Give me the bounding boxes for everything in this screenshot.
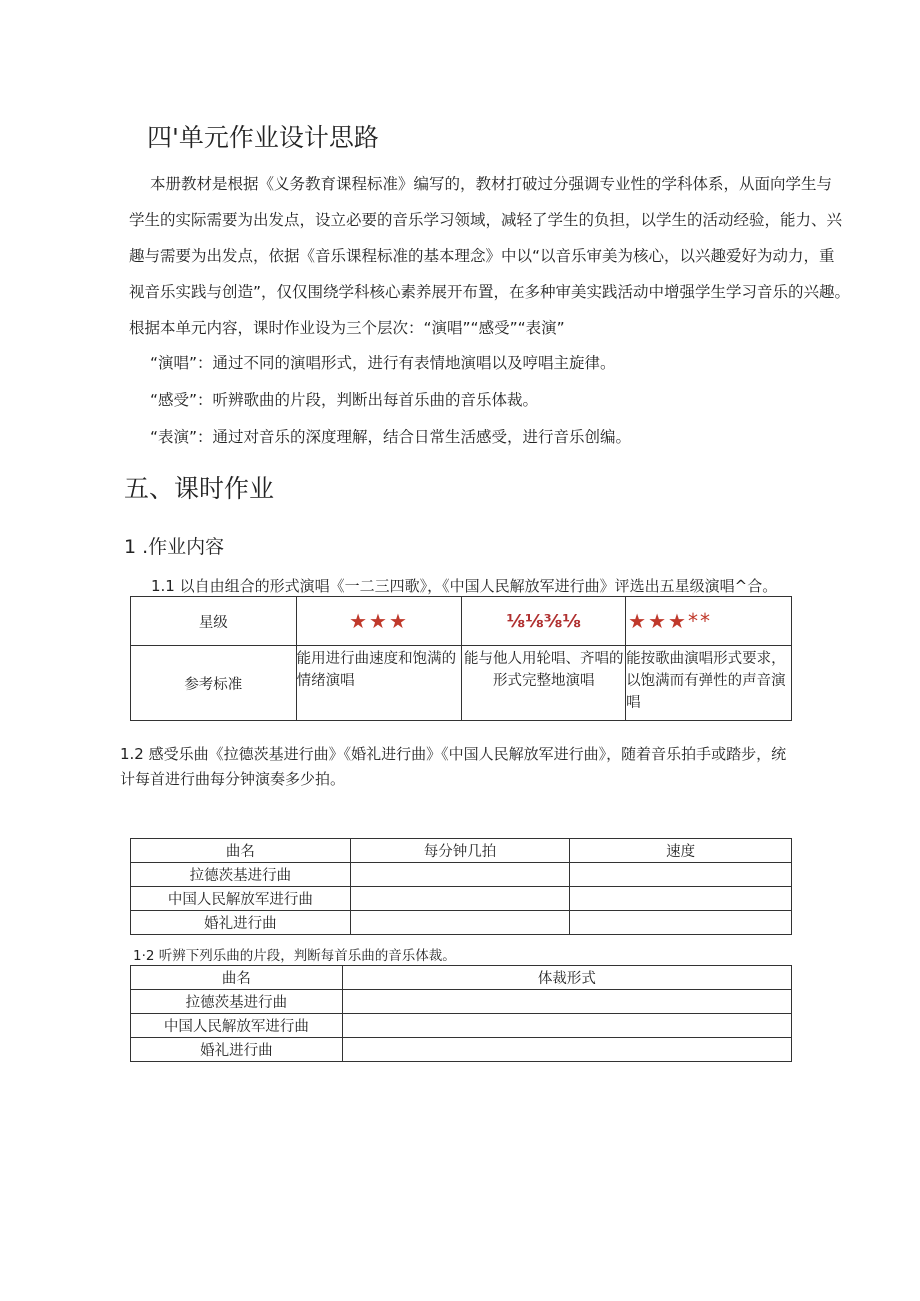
genre-cell[interactable] — [342, 990, 791, 1014]
question-1-2: 1.2 感受乐曲《拉德茨基进行曲》《婚礼进行曲》《中国人民解放军进行曲》，随着音乐拍手或踏步，统计每首进行曲每分钟演奏多少拍。 — [120, 745, 787, 788]
table-row — [131, 887, 792, 911]
song-name-cell: 婚礼进行曲 — [131, 1038, 343, 1062]
beats-cell[interactable] — [350, 887, 570, 911]
standard-cell: 能按歌曲演唱形式要求，以饱满而有弹性的声音演唱 — [626, 646, 792, 721]
song-name-cell: 拉德茨基进行曲 — [131, 863, 351, 887]
genre-table — [130, 965, 792, 1062]
tempo-cell[interactable] — [570, 863, 792, 887]
question-1-3: 1·2 听辨下列乐曲的片段，判断每首乐曲的音乐体裁。 — [133, 948, 456, 964]
beats-cell[interactable] — [350, 911, 570, 935]
column-header: 曲名 — [131, 966, 343, 990]
star-rating-4: ⅛⅛⅜⅛ — [462, 597, 626, 646]
song-name-cell: 拉德茨基进行曲 — [131, 990, 343, 1014]
standard-cell: 能与他人用轮唱、齐唱的形式完整地演唱 — [462, 646, 626, 721]
table-header-row — [131, 966, 792, 990]
paragraph-line: 视音乐实践与创造”，仅仅围绕学科核心素养展开布置，在多种审美实践活动中增强学生学习音乐的兴趣。 — [129, 283, 851, 301]
table-header-row — [131, 839, 792, 863]
star-rating-5: ★★★** — [626, 597, 792, 646]
level-item-singing: “演唱”：通过不同的演唱形式，进行有表情地演唱以及哼唱主旋律。 — [150, 354, 616, 372]
star-rating-3: ★★★ — [296, 597, 462, 646]
genre-cell[interactable] — [342, 1014, 791, 1038]
paragraph-line: 学生的实际需要为出发点，设立必要的音乐学习领域，减轻了学生的负担，以学生的活动经验，能力、兴 — [129, 211, 843, 229]
table-row — [131, 990, 792, 1014]
table-row — [131, 1038, 792, 1062]
star-level-label: 星级 — [131, 597, 297, 646]
table-row — [131, 863, 792, 887]
tempo-cell[interactable] — [570, 887, 792, 911]
table-row — [131, 646, 792, 721]
song-name-cell: 婚礼进行曲 — [131, 911, 351, 935]
homework-levels-list — [150, 345, 631, 456]
section-4-paragraph — [129, 166, 851, 346]
column-header: 体裁形式 — [342, 966, 791, 990]
section-5-heading: 五、课时作业 — [124, 474, 275, 503]
genre-cell[interactable] — [342, 1038, 791, 1062]
table-row — [131, 597, 792, 646]
rating-table — [130, 596, 792, 721]
beats-cell[interactable] — [350, 863, 570, 887]
paragraph-line: 本册教材是根据《义务教育课程标准》编写的，教材打破过分强调专业性的学科体系，从面向学生与 — [150, 175, 833, 193]
question-1-1: 1.1 以自由组合的形式演唱《一二三四歌》，《中国人民解放军进行曲》评选出五星级演唱^合。 — [151, 577, 778, 595]
level-item-feeling: “感受”：听辨歌曲的片段，判断出每首乐曲的音乐体裁。 — [150, 391, 539, 409]
song-name-cell: 中国人民解放军进行曲 — [131, 1014, 343, 1038]
level-item-performing: “表演”：通过对音乐的深度理解，结合日常生活感受，进行音乐创编。 — [150, 428, 632, 446]
table-row — [131, 1014, 792, 1038]
homework-content-heading: 1 .作业内容 — [124, 536, 225, 558]
paragraph-line: 根据本单元内容，课时作业设为三个层次：“演唱”“感受”“表演” — [129, 319, 565, 337]
column-header: 每分钟几拍 — [350, 839, 570, 863]
section-4-heading: 四'单元作业设计思路 — [147, 123, 379, 152]
table-row — [131, 911, 792, 935]
tempo-table — [130, 838, 792, 935]
standard-cell: 能用进行曲速度和饱满的情绪演唱 — [296, 646, 462, 721]
song-name-cell: 中国人民解放军进行曲 — [131, 887, 351, 911]
column-header: 曲名 — [131, 839, 351, 863]
tempo-cell[interactable] — [570, 911, 792, 935]
reference-standard-label: 参考标准 — [131, 646, 297, 721]
paragraph-line: 趣与需要为出发点，依据《音乐课程标准的基本理念》中以“以音乐审美为核心，以兴趣爱好为动力，重 — [129, 247, 835, 265]
column-header: 速度 — [570, 839, 792, 863]
